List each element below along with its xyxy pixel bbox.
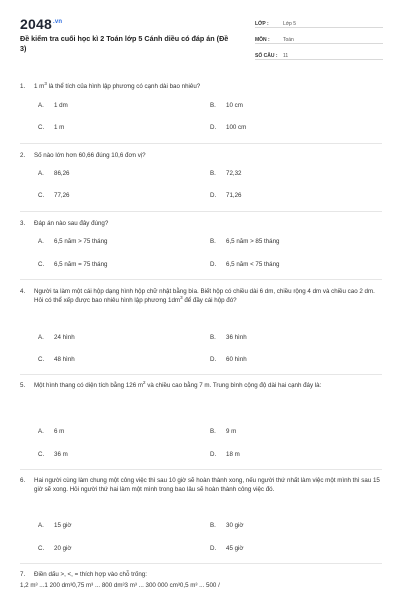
question-number: 7. — [20, 571, 26, 578]
question-text: Số nào lớn hơn 60,66 đúng 10,6 đơn vị? — [34, 152, 146, 159]
option-b[interactable] — [210, 334, 247, 341]
question-number: 3. — [20, 220, 26, 227]
divider — [20, 279, 382, 280]
option-text: 77,26 — [54, 192, 70, 199]
question-number: 1. — [20, 83, 26, 90]
divider — [20, 469, 382, 470]
option-text: 45 giờ — [226, 545, 244, 552]
option-letter: A. — [38, 522, 44, 529]
option-text: 6 m — [54, 428, 65, 435]
question-text: 1 $m^3$ là thể tích của hình lập phương có cạnh dài bao nhiêu? — [34, 80, 201, 90]
option-letter: C. — [38, 451, 45, 458]
option-a[interactable] — [38, 170, 69, 177]
option-a[interactable] — [38, 238, 108, 245]
option-letter: C. — [38, 356, 45, 363]
option-c[interactable] — [38, 261, 108, 268]
meta-value: 11 — [283, 53, 289, 59]
option-a[interactable] — [38, 428, 64, 435]
option-letter: D. — [210, 451, 217, 458]
option-letter: A. — [38, 334, 44, 341]
question-7 — [20, 570, 382, 590]
option-a[interactable] — [38, 522, 71, 529]
option-letter: B. — [210, 522, 216, 529]
option-text: 100 cm — [226, 124, 247, 131]
option-letter: B. — [210, 334, 216, 341]
option-letter: A. — [38, 102, 44, 109]
option-letter: C. — [38, 261, 45, 268]
question-6 — [20, 476, 382, 494]
meta-label: SỐ CÂU : — [255, 53, 278, 59]
question-3 — [20, 219, 382, 228]
question-number: 5. — [20, 382, 26, 389]
option-text: 9 m — [226, 428, 237, 435]
option-text: 60 hình — [226, 356, 247, 363]
question-number: 6. — [20, 477, 26, 484]
option-letter: C. — [38, 192, 45, 199]
option-text: 24 hình — [54, 334, 75, 341]
meta-class-row — [255, 16, 383, 28]
option-d[interactable] — [210, 451, 240, 458]
site-logo[interactable] — [20, 16, 62, 32]
option-letter: B. — [210, 170, 216, 177]
option-letter: B. — [210, 102, 216, 109]
meta-label: LỚP : — [255, 21, 269, 27]
option-text: 15 giờ — [54, 522, 72, 529]
option-text: 36 hình — [226, 334, 247, 341]
option-text: 36 m — [54, 451, 68, 458]
option-d[interactable] — [210, 124, 246, 131]
option-letter: A. — [38, 170, 44, 177]
option-letter: D. — [210, 192, 217, 199]
option-letter: B. — [210, 428, 216, 435]
option-letter: D. — [210, 124, 217, 131]
option-letter: B. — [210, 238, 216, 245]
question-text: Một hình thang có diện tích bằng 126 $m^2$ và chiều cao bằng 7 m. Trung bình cộng độ dài hai cạnh đáy là: — [34, 379, 322, 389]
question-number: 2. — [20, 152, 26, 159]
option-a[interactable] — [38, 334, 75, 341]
logo-suffix: .vn — [52, 19, 63, 26]
question-text: Đáp án nào sau đây đúng? — [34, 220, 109, 227]
option-letter: D. — [210, 261, 217, 268]
question-text: Hai người cùng làm chung một công việc thì sau 10 giờ sẽ hoàn thành xong, nếu người thứ nhất làm việc một mình thì sau 15 giờ sẽ xong. Hỏi người thứ hai làm một mình trong bao lâu sẽ hoàn thành công việc đó. — [34, 477, 380, 493]
option-b[interactable] — [210, 428, 236, 435]
meta-subject-row — [255, 32, 383, 44]
meta-label: MÔN : — [255, 37, 270, 43]
meta-count-row — [255, 48, 383, 60]
option-c[interactable] — [38, 451, 68, 458]
option-letter: D. — [210, 545, 217, 552]
option-b[interactable] — [210, 170, 241, 177]
option-text: 6,5 năm > 85 tháng — [226, 238, 280, 245]
option-text: 6,5 năm < 75 tháng — [226, 261, 280, 268]
option-text: 20 giờ — [54, 545, 72, 552]
option-d[interactable] — [210, 192, 241, 199]
option-text: 6,5 năm > 75 tháng — [54, 238, 108, 245]
divider — [20, 211, 382, 212]
option-d[interactable] — [210, 261, 280, 268]
option-text: 18 m — [226, 451, 240, 458]
option-text: 30 giờ — [226, 522, 244, 529]
option-letter: A. — [38, 428, 44, 435]
question-text: Điền dấu >, <, = thích hợp vào chỗ trống: — [34, 571, 147, 578]
meta-value: Lớp 5 — [283, 21, 297, 27]
question-number: 4. — [20, 288, 26, 295]
option-d[interactable] — [210, 545, 243, 552]
option-a[interactable] — [38, 102, 68, 109]
option-text: 1 dm — [54, 102, 68, 109]
exam-meta — [255, 16, 383, 64]
option-letter: A. — [38, 238, 44, 245]
option-letter: D. — [210, 356, 217, 363]
option-d[interactable] — [210, 356, 247, 363]
logo-text: 2048 — [20, 16, 52, 32]
option-text: 48 hình — [54, 356, 75, 363]
option-b[interactable] — [210, 238, 280, 245]
option-b[interactable] — [210, 522, 243, 529]
question-fill-line: 1,2 m³ ...1 200 dm³0,75 m³ ... 800 dm³3 m³ ... 300 000 cm³0,5 m³ ... 500 / — [20, 582, 220, 589]
question-2 — [20, 151, 382, 160]
question-1 — [20, 82, 382, 91]
option-text: 10 cm — [226, 102, 243, 109]
option-b[interactable] — [210, 102, 243, 109]
option-letter: C. — [38, 545, 45, 552]
exam-title: Đề kiểm tra cuối học kì 2 Toán lớp 5 Cánh diều có đáp án (Đề 3) — [20, 34, 229, 53]
option-text: 71,26 — [226, 192, 242, 199]
option-text: 1 m — [54, 124, 65, 131]
divider — [20, 374, 382, 375]
option-letter: C. — [38, 124, 45, 131]
question-text: Người ta làm một cái hộp dạng hình hộp chữ nhật bằng bìa. Biết hộp có chiều dài 6 dm, chiều rộng 4 dm và chiều cao 2 dm. Hỏi có thể xếp được bao nhiêu hình lập phương $1dm^3$ để đầy cái hộp đó? — [34, 288, 375, 304]
option-c[interactable] — [38, 545, 71, 552]
question-5 — [20, 381, 382, 390]
option-text: 6,5 năm = 75 tháng — [54, 261, 108, 268]
option-c[interactable] — [38, 192, 69, 199]
option-text: 86,26 — [54, 170, 70, 177]
question-4 — [20, 287, 382, 305]
divider — [20, 563, 382, 564]
meta-value: Toán — [283, 37, 294, 43]
option-text: 72,32 — [226, 170, 242, 177]
option-c[interactable] — [38, 356, 75, 363]
divider — [20, 143, 382, 144]
option-c[interactable] — [38, 124, 64, 131]
